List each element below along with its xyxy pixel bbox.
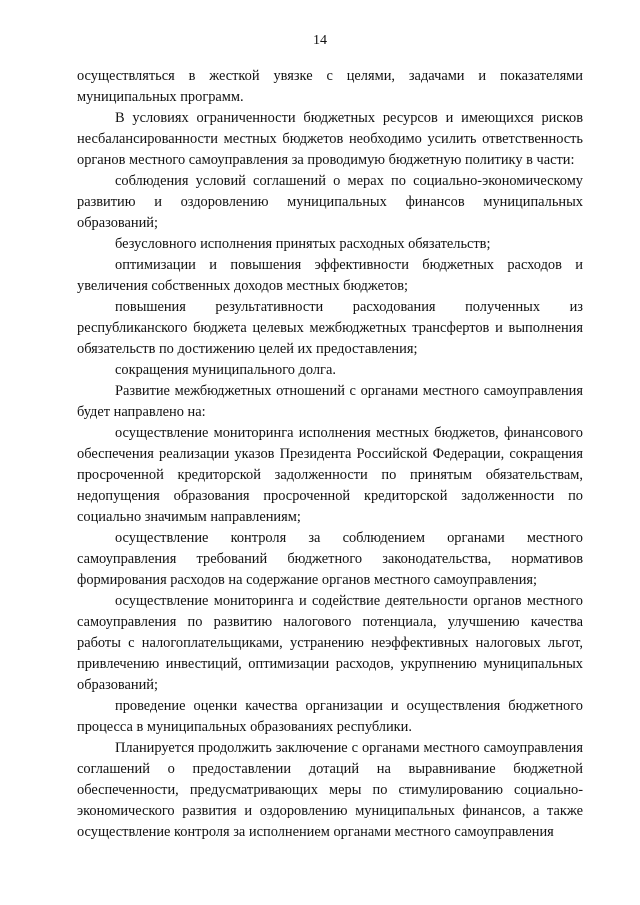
- list-item: соблюдения условий соглашений о мерах по социально-экономическому развитию и оздоровлению муниципальных финансов муниципальных образований;: [77, 173, 583, 231]
- list-item: осуществление контроля за соблюдением органами местного самоуправления требований бюджетного законодательства, нормативов формирования расходов на содержание органов местного самоуправления;: [77, 530, 583, 588]
- list-item: проведение оценки качества организации и осуществления бюджетного процесса в муниципальных образованиях республики.: [77, 698, 583, 735]
- list-item: осуществление мониторинга и содействие деятельности органов местного самоуправления по развитию налогового потенциала, улучшению качества работы с налогоплательщиками, устранению неэффективных налоговых льгот, привлечению инвестиций, оптимизации расходов, укрупнению муниципальных образований;: [77, 593, 583, 693]
- list-item: сокращения муниципального долга.: [115, 362, 336, 378]
- body-text: [77, 66, 583, 843]
- list-item: безусловного исполнения принятых расходных обязательств;: [115, 236, 491, 252]
- list-item: повышения результативности расходования полученных из республиканского бюджета целевых межбюджетных трансфертов и выполнения обязательств по достижению целей их предоставления;: [77, 299, 583, 357]
- paragraph: Планируется продолжить заключение с органами местного самоуправления соглашений о предоставлении дотаций на выравнивание бюджетной обеспеченности, предусматривающих меры по стимулированию социально-экономического развития и оздоровлению муниципальных финансов, а также осуществление контроля за исполнением органами местного самоуправления: [77, 740, 583, 840]
- list-item: осуществление мониторинга исполнения местных бюджетов, финансового обеспечения реализации указов Президента Российской Федерации, сокращения просроченной кредиторской задолженности по принятым обязательствам, недопущения образования просроченной кредиторской задолженности по социально значимым направлениям;: [77, 425, 583, 525]
- paragraph: Развитие межбюджетных отношений с органами местного самоуправления будет направлено на:: [77, 383, 583, 420]
- paragraph: В условиях ограниченности бюджетных ресурсов и имеющихся рисков несбалансированности местных бюджетов необходимо усилить ответственность органов местного самоуправления за проводимую бюджетную политику в части:: [77, 110, 583, 168]
- list-item: оптимизации и повышения эффективности бюджетных расходов и увеличения собственных доходов местных бюджетов;: [77, 257, 583, 294]
- paragraph-continuation: осуществляться в жесткой увязке с целями, задачами и показателями муниципальных программ.: [77, 68, 583, 105]
- page-number: 14: [313, 33, 327, 48]
